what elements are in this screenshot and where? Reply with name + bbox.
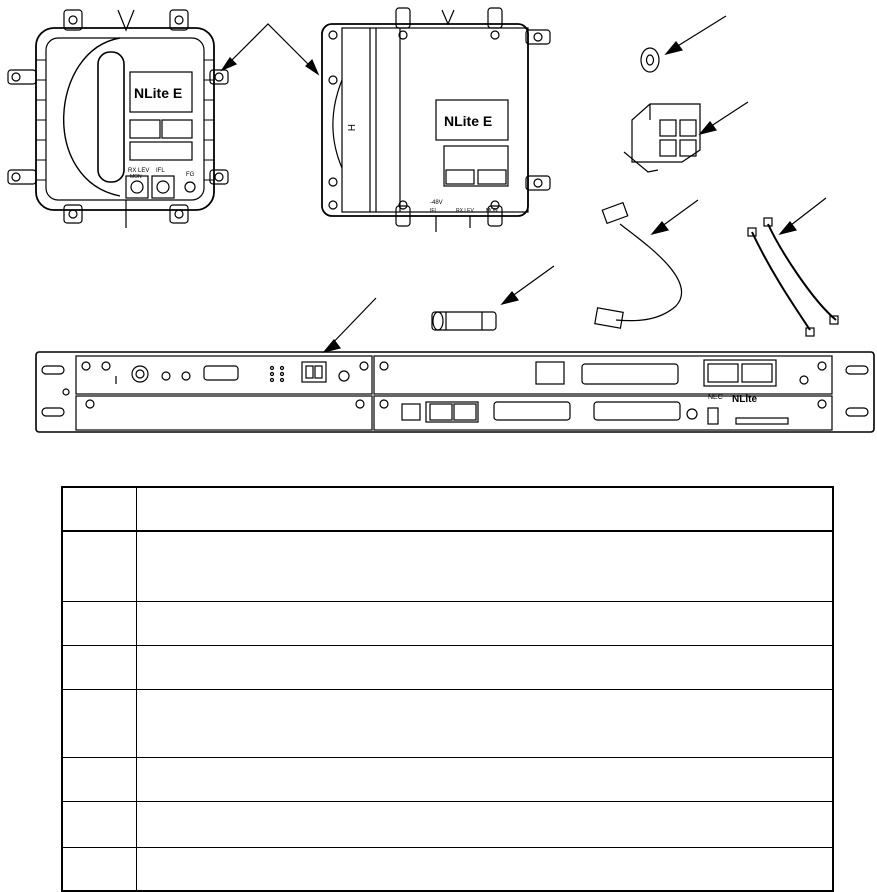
odu-rear-mon-label: MON xyxy=(486,208,498,214)
odu-front-brand: NLite E xyxy=(134,85,183,101)
table-cell xyxy=(62,757,137,801)
table-row xyxy=(62,689,833,757)
table-cell xyxy=(62,531,137,601)
table-cell xyxy=(137,801,834,847)
table-cell xyxy=(137,847,834,891)
idu-power-pointer-arrow xyxy=(324,298,376,352)
table-header-row xyxy=(62,487,833,531)
table-cell xyxy=(137,601,834,645)
odu-rear-side-mark: H xyxy=(345,124,356,132)
table-row xyxy=(62,601,833,645)
fuse-part xyxy=(432,266,554,330)
table-row xyxy=(62,645,833,689)
odu-rear-brand: NLite E xyxy=(444,113,493,129)
table-row xyxy=(62,847,833,891)
odu-rear-48v-label: -48V xyxy=(430,200,443,206)
idu-nec-brand: NEC xyxy=(708,394,723,401)
odu-front-fg-label: FG xyxy=(186,172,195,178)
odu-pointer-arrows xyxy=(222,24,318,74)
washer-part xyxy=(641,16,726,72)
accessories-table xyxy=(61,486,834,892)
table-row xyxy=(62,531,833,601)
table-cell xyxy=(137,689,834,757)
odu-front-view xyxy=(8,10,228,228)
dsub-cable-part xyxy=(595,200,698,328)
odu-front-mon-label: MON xyxy=(130,174,142,180)
header-cell-description xyxy=(137,487,834,531)
table-cell xyxy=(62,801,137,847)
table-cell xyxy=(62,847,137,891)
table-row xyxy=(62,757,833,801)
odu-front-ifl-label: IFL xyxy=(156,168,165,174)
twin-cable-part xyxy=(748,198,838,336)
table-cell xyxy=(62,645,137,689)
table-cell xyxy=(62,689,137,757)
idu-nlite-brand: NLite xyxy=(732,394,757,405)
table-cell xyxy=(137,757,834,801)
table-cell xyxy=(62,601,137,645)
table-row xyxy=(62,801,833,847)
odu-front-rx-lev-label: RX LEV xyxy=(128,168,150,174)
odu-rear-view xyxy=(322,8,550,232)
header-cell-item xyxy=(62,487,137,531)
power-connector-part xyxy=(624,102,748,172)
idu-rack-unit xyxy=(36,352,874,432)
odu-rear-rx-lev-label: RX LEV xyxy=(456,208,474,214)
table-cell xyxy=(137,645,834,689)
table-cell xyxy=(137,531,834,601)
odu-rear-ifl-label: IFL xyxy=(430,208,438,214)
